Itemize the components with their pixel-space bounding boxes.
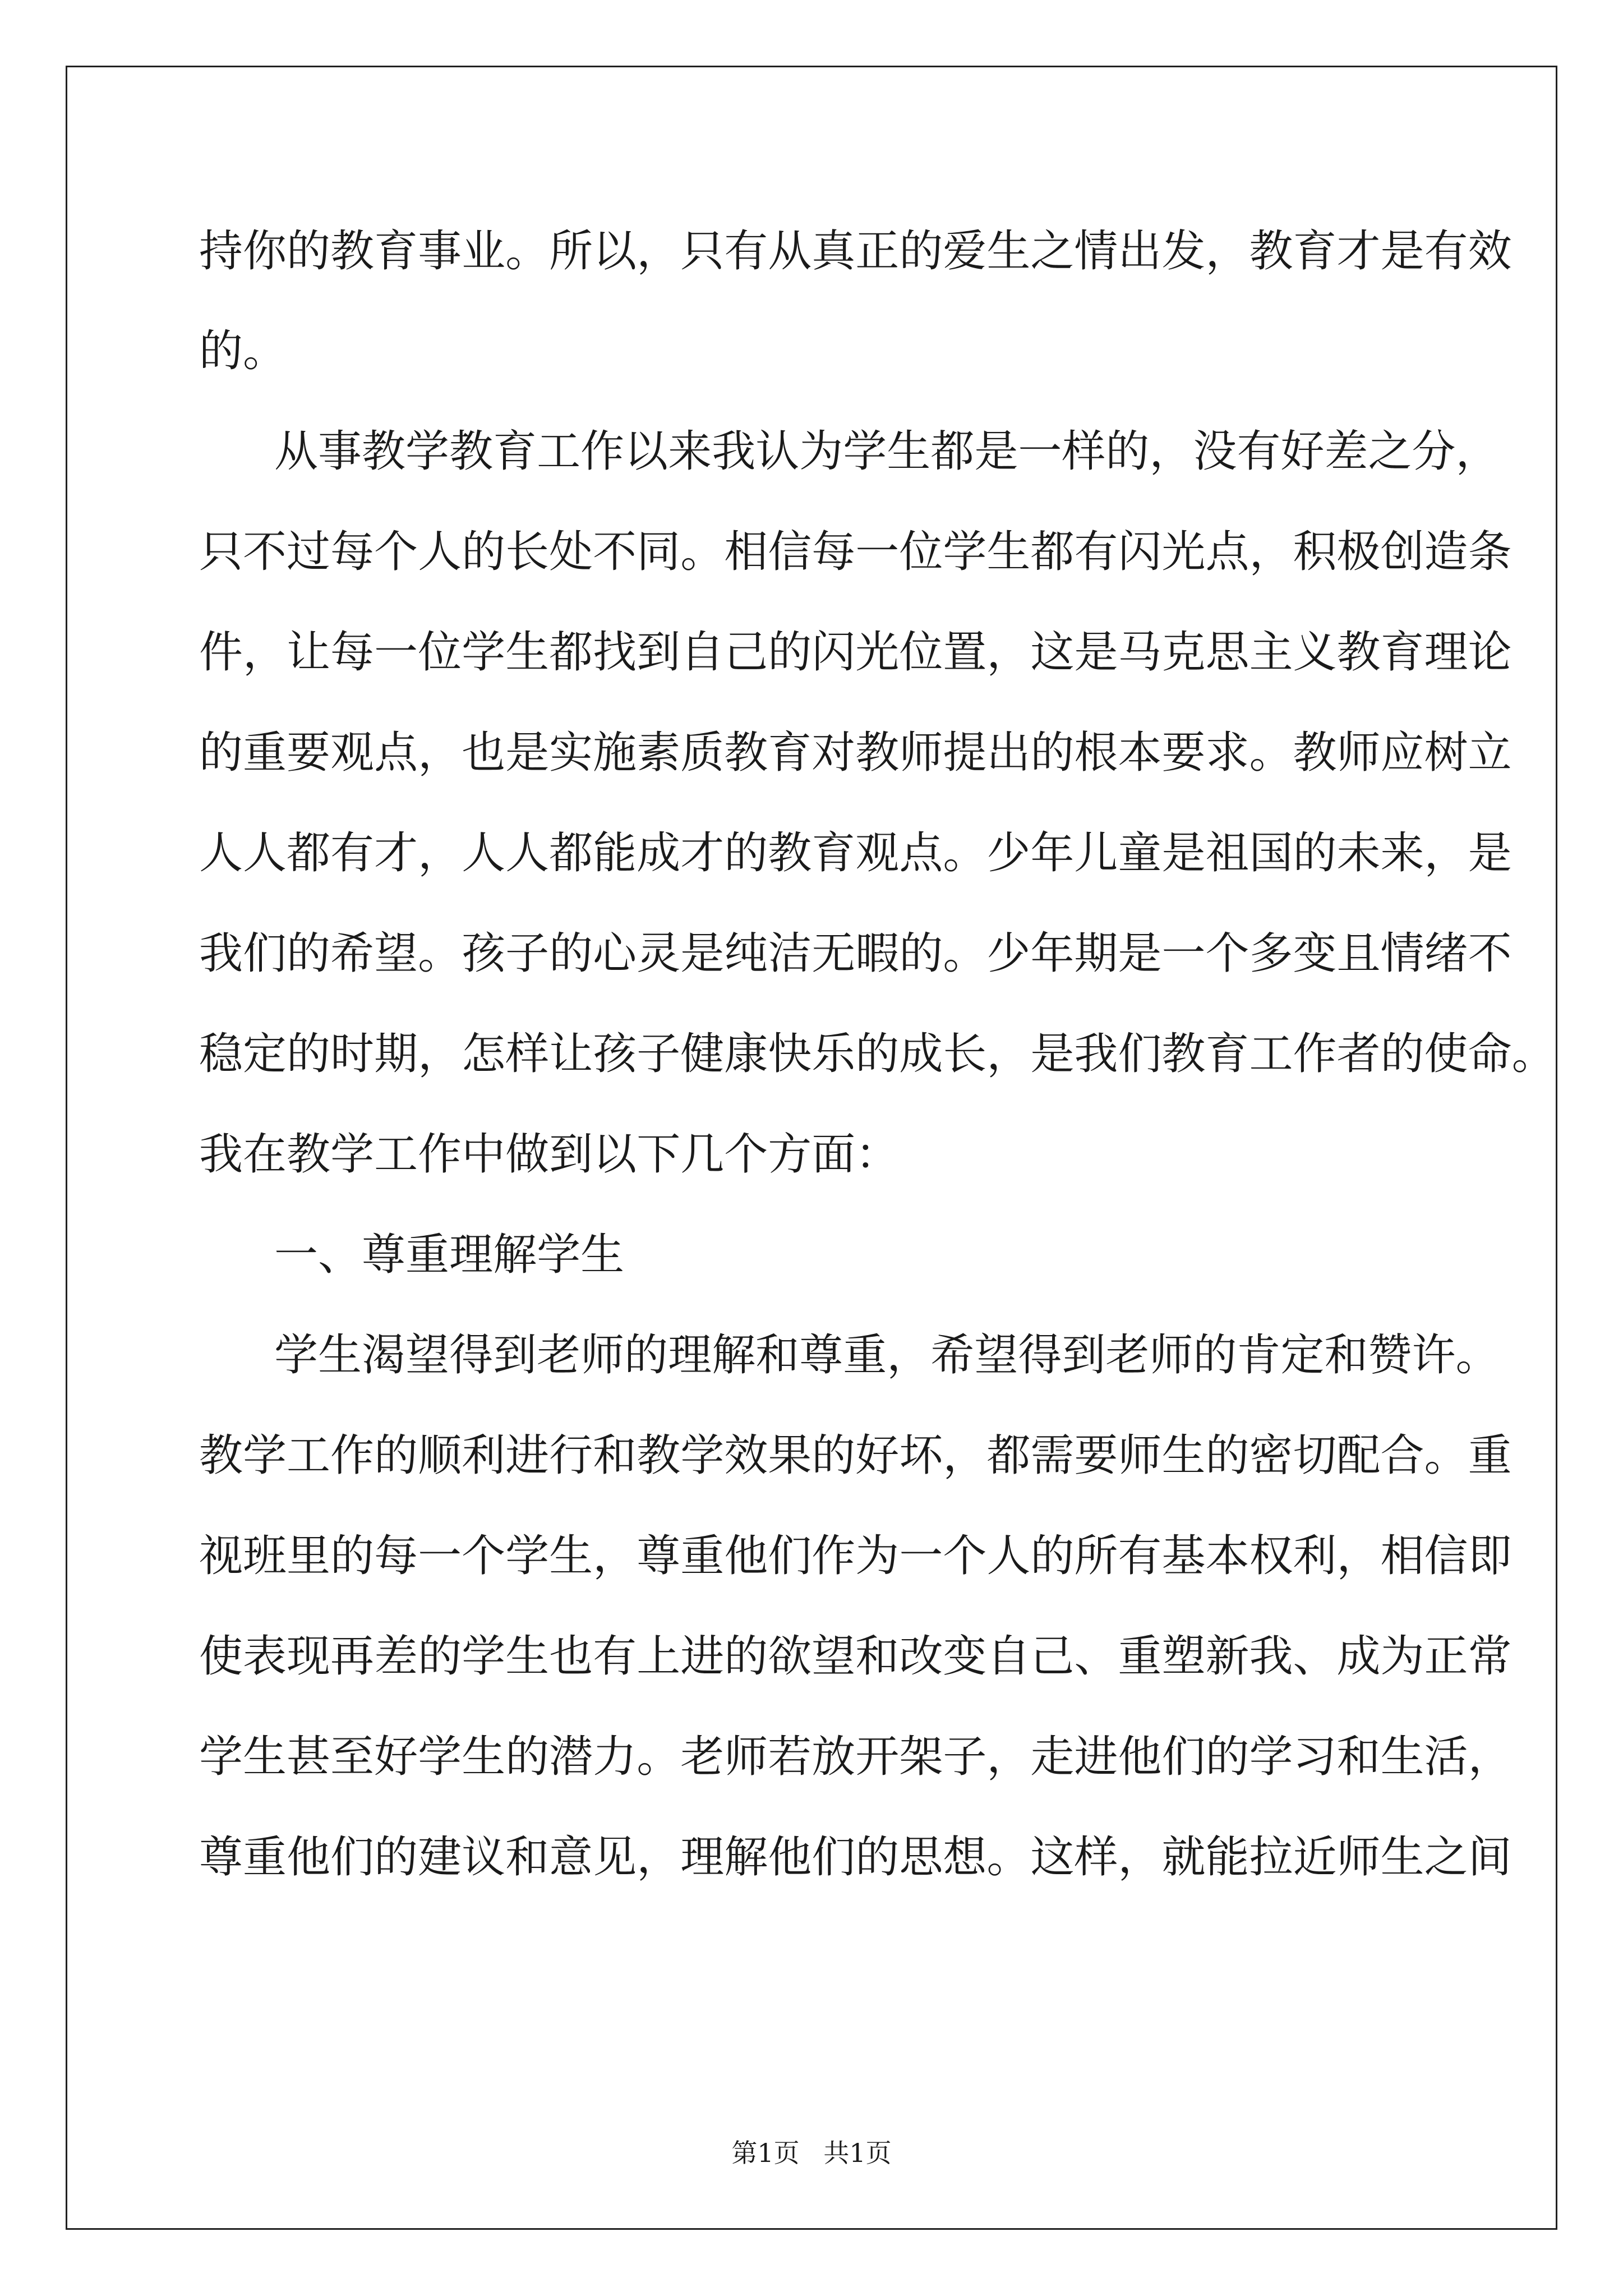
- text-line: 我在教学工作中做到以下几个方面：: [199, 1129, 900, 1180]
- text-line: 稳定的时期，怎样让孩子健康快乐的成长，是我们教育工作者的使命。: [199, 1029, 1556, 1079]
- text-line: 使表现再差的学生也有上进的欲望和改变自己、重塑新我、成为正常: [199, 1631, 1512, 1682]
- text-line: 件，让每一位学生都找到自己的闪光位置，这是马克思主义教育理论: [199, 627, 1512, 678]
- page-total: 共1页: [823, 2138, 892, 2168]
- text-line: 只不过每个人的长处不同。相信每一位学生都有闪光点，积极创造条: [199, 527, 1512, 577]
- page-number: 第1页: [731, 2138, 800, 2168]
- text-line: 教学工作的顺利进行和教学效果的好坏，都需要师生的密切配合。重: [199, 1430, 1512, 1481]
- text-line: 人人都有才，人人都能成才的教育观点。少年儿童是祖国的未来，是: [199, 828, 1512, 878]
- text-line: 的。: [199, 326, 287, 376]
- text-line: 我们的希望。孩子的心灵是纯洁无暇的。少年期是一个多变且情绪不: [199, 928, 1512, 979]
- text-line: 从事教学教育工作以来我认为学生都是一样的，没有好差之分，: [274, 426, 1500, 477]
- text-line: 学生甚至好学生的潜力。老师若放开架子，走进他们的学习和生活，: [199, 1732, 1512, 1782]
- text-line: 尊重他们的建议和意见，理解他们的思想。这样，就能拉近师生之间: [199, 1832, 1512, 1883]
- text-line: 持你的教育事业。所以，只有从真正的爱生之情出发，教育才是有效: [199, 226, 1512, 277]
- text-line: 视班里的每一个学生，尊重他们作为一个人的所有基本权利，相信即: [199, 1531, 1512, 1581]
- text-line: 学生渴望得到老师的理解和尊重，希望得到老师的肯定和赞许。: [274, 1330, 1500, 1381]
- text-line: 的重要观点，也是实施素质教育对教师提出的根本要求。教师应树立: [199, 728, 1512, 778]
- section-heading: 一、尊重理解学生: [274, 1230, 625, 1280]
- page-footer: [0, 2136, 1623, 2170]
